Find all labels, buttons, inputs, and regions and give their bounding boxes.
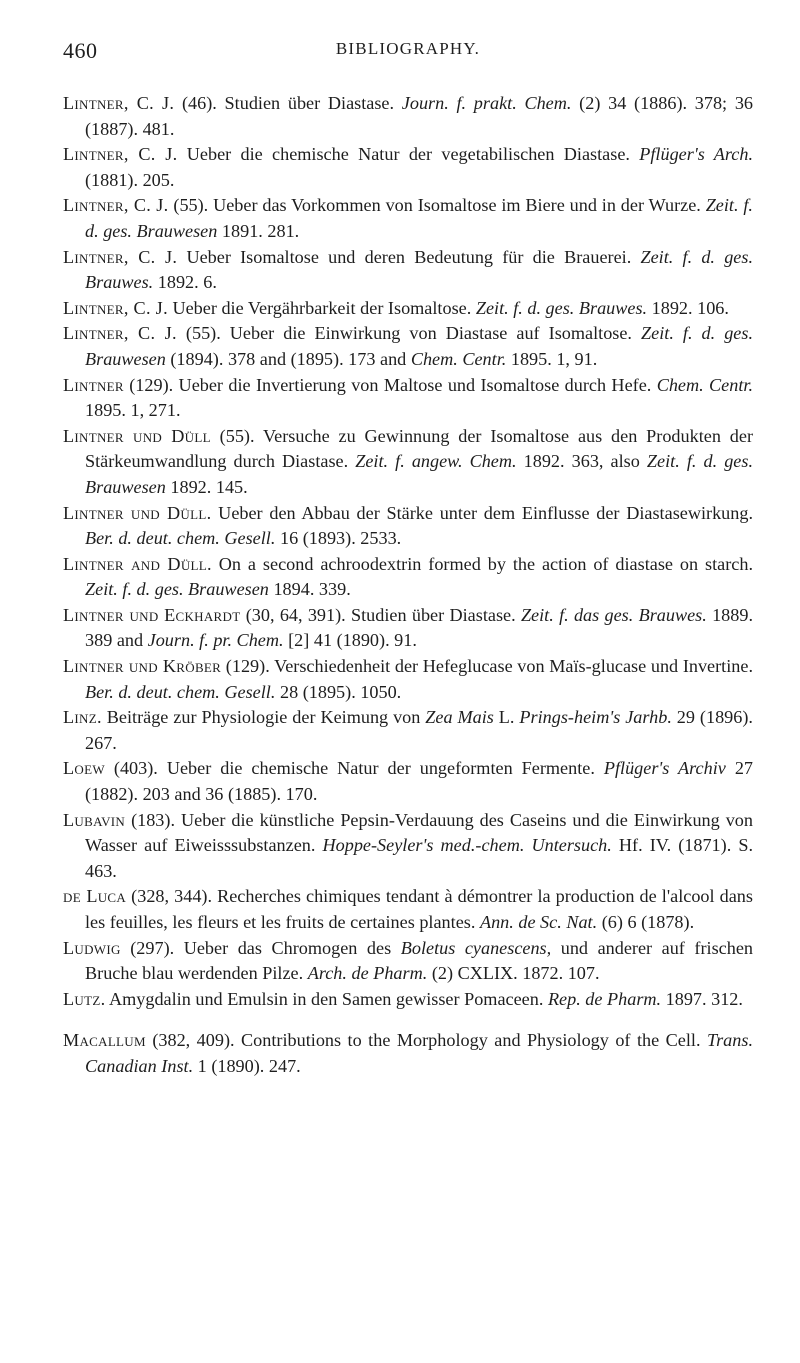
entry-author: de Luca <box>63 886 127 907</box>
entry-citation: 1892. 106. <box>647 297 729 318</box>
bibliography-list <box>63 91 753 1080</box>
entry-citation: 1891. 281. <box>217 220 300 241</box>
bibliography-entry <box>63 245 753 296</box>
entry-author: Lintner <box>63 374 124 395</box>
bibliography-entry <box>63 193 753 244</box>
entry-author: Macallum <box>63 1030 146 1051</box>
entry-text: Ueber die chemische Natur der vegetabilischen Diastase. <box>177 144 640 165</box>
entry-text: (129). Ueber die Invertierung von Maltose und Isomaltose durch Hefe. <box>123 374 657 395</box>
entry-citation: 1897. 312. <box>661 988 743 1009</box>
entry-citation: Hf. IV. (1871). S. 463. <box>85 835 753 881</box>
entry-author: Lintner und Düll. <box>63 502 212 523</box>
entry-text: (297). Ueber das Chromogen des <box>120 937 401 958</box>
page-number: 460 <box>63 38 98 63</box>
entry-author: Loew <box>63 758 105 779</box>
entry-author: Lintner und Düll <box>63 425 211 446</box>
entry-text: Beiträge zur Physiologie der Keimung von <box>101 707 426 728</box>
entry-citation: 1892. 6. <box>153 272 217 293</box>
entry-citation: (2) 34 (1886). 378; 36 (1887). 481. <box>85 93 754 139</box>
entry-citation: 1892. 363, also <box>516 451 647 472</box>
entry-author: Lubavin <box>63 809 126 830</box>
bibliography-entry <box>63 987 753 1013</box>
entry-text: (129). Verschiedenheit der Hefeglucase von Maïs-glucase und Invertine. <box>221 656 754 677</box>
bibliography-entry <box>63 321 753 372</box>
entry-text: (30, 64, 391). Studien über Diastase. <box>240 604 521 625</box>
entry-author: Lintner und Kröber <box>63 656 222 677</box>
entry-journal-2: Journ. f. pr. Chem. <box>147 630 284 651</box>
entry-journal: Zeit. f. d. ges. Brauwesen <box>85 579 269 600</box>
entry-text: (55). Ueber das Vorkommen von Isomaltose im Biere und in der Wurze. <box>168 195 706 216</box>
entry-journal: Boletus cyanescens, <box>400 937 552 958</box>
bibliography-entry <box>63 808 753 885</box>
entry-text: Ueber den Abbau der Stärke unter dem Einflusse der Diastasewirkung. <box>211 502 754 523</box>
bibliography-entry <box>63 424 753 501</box>
entry-citation: L. <box>493 707 520 728</box>
entry-journal-2: Prings-heim's Jarhb. <box>519 707 672 728</box>
entry-text: (328, 344). Recherches chimiques tendant à démontrer la production de l'alcool dans les feuilles, les fleurs et les fruits de certaines plantes. <box>85 886 753 932</box>
entry-journal: Hoppe-Seyler's med.-chem. Untersuch. <box>322 835 612 856</box>
entry-author: Lutz. <box>63 988 106 1009</box>
entry-text: (183). Ueber die künstliche Pepsin-Verdauung des Caseins und die Einwirkung von Wasser auf Eiweisssubstanzen. <box>85 809 753 856</box>
entry-author: Lintner, C. J. <box>63 297 168 318</box>
entry-citation: (1894). 378 and (1895). 173 and <box>165 348 411 369</box>
entry-citation: 1894. 339. <box>268 579 351 600</box>
entry-journal: Zeit. f. angew. Chem. <box>355 451 517 472</box>
entry-author: Linz. <box>63 707 102 728</box>
entry-author: Lintner, C. J. <box>63 144 178 165</box>
entry-journal: Trans. Canadian Inst. <box>85 1030 753 1076</box>
entry-text: (403). Ueber die chemische Natur der ungeformten Fermente. <box>104 758 604 779</box>
entry-text: Amygdalin und Emulsin in den Samen gewisser Pomaceen. <box>105 988 548 1009</box>
entry-text: (46). Studien über Diastase. <box>174 93 402 113</box>
entry-journal: Pflüger's Arch. <box>639 144 753 165</box>
entry-citation-2: (2) CXLIX. 1872. 107. <box>427 963 600 984</box>
bibliography-entry <box>63 705 753 756</box>
bibliography-page <box>63 38 753 1080</box>
entry-journal: Zeit. f. d. ges. Brauwesen <box>85 195 753 241</box>
bibliography-entry <box>63 296 753 322</box>
bibliography-entry <box>63 1028 753 1079</box>
entry-journal-2: Arch. de Pharm. <box>307 963 428 984</box>
bibliography-entry <box>63 603 753 654</box>
page-title: BIBLIOGRAPHY. <box>335 39 481 58</box>
entry-author: Ludwig <box>63 937 121 958</box>
entry-journal-2: Zeit. f. d. ges. Brauwesen <box>85 451 753 497</box>
entry-citation: 28 (1895). 1050. <box>275 681 402 702</box>
entry-journal: Zeit. f. d. ges. Brauwes. <box>475 297 648 318</box>
entry-citation: (6) 6 (1878). <box>597 912 695 932</box>
bibliography-entry <box>63 936 753 987</box>
bibliography-entry <box>63 91 753 142</box>
entry-author: Lintner, C. J. <box>63 323 177 344</box>
entry-text: Ueber Isomaltose und deren Bedeutung für die Brauerei. <box>177 246 641 267</box>
entry-journal-2: Chem. Centr. <box>410 348 507 369</box>
entry-journal: Rep. de Pharm. <box>547 988 662 1009</box>
entry-journal: Zeit. f. d. ges. Brauwesen <box>85 323 754 369</box>
entry-citation: 1889. 389 and <box>85 604 754 651</box>
entry-journal: Chem. Centr. <box>656 374 753 395</box>
entry-citation-2: [2] 41 (1890). 91. <box>283 630 417 651</box>
entry-citation: 1895. 1, 271. <box>85 400 181 421</box>
bibliography-entry <box>63 654 753 705</box>
bibliography-entry <box>63 373 753 424</box>
entry-text: Ueber die Vergährbarkeit der Isomaltose. <box>167 297 476 318</box>
entry-journal: Zeit. f. das ges. Brauwes. <box>520 604 707 625</box>
bibliography-entry <box>63 756 753 807</box>
entry-citation: (1881). 205. <box>85 169 175 190</box>
entry-citation-2: 29 (1896). 267. <box>85 707 753 753</box>
entry-text: (55). Ueber die Einwirkung von Diastase auf Isomaltose. <box>176 323 642 344</box>
entry-citation-2: 1892. 145. <box>165 476 248 497</box>
bibliography-entry <box>63 501 753 552</box>
entry-text: On a second achroodextrin formed by the action of diastase on starch. <box>211 553 753 574</box>
entry-journal: Ann. de Sc. Nat. <box>479 912 598 932</box>
entry-citation-2: 1895. 1, 91. <box>506 348 598 369</box>
entry-author: Lintner und Eckhardt <box>63 604 241 625</box>
entry-author: Lintner, C. J. <box>63 246 178 267</box>
bibliography-entry <box>63 142 753 193</box>
running-head <box>63 38 753 78</box>
bibliography-entry <box>63 884 753 935</box>
entry-text: (382, 409). Contributions to the Morphology and Physiology of the Cell. <box>145 1030 707 1051</box>
entry-citation: 1 (1890). 247. <box>193 1055 301 1076</box>
entry-citation: 16 (1893). 2533. <box>275 528 402 549</box>
bibliography-entry <box>63 552 753 603</box>
entry-journal: Journ. f. prakt. Chem. <box>401 93 572 113</box>
entry-author: Lintner, C. J. <box>63 195 169 216</box>
entry-citation: und anderer auf frischen Bruche blau werdenden Pilze. <box>85 937 753 984</box>
entry-journal: Zea Mais <box>425 707 494 728</box>
entry-author: Lintner, C. J. <box>63 93 175 113</box>
entry-author: Lintner and Düll. <box>63 553 212 574</box>
entry-citation: 27 (1882). 203 and 36 (1885). 170. <box>85 758 754 805</box>
entry-journal: Pflüger's Archiv <box>603 758 726 779</box>
entry-text: (55). Versuche zu Gewinnung der Isomaltose aus den Produkten der Stärkeumwandlung durch Diastase. <box>85 425 753 472</box>
entry-journal: Ber. d. deut. chem. Gesell. <box>85 681 276 702</box>
entry-journal: Zeit. f. d. ges. Brauwes. <box>85 246 753 293</box>
entry-journal: Ber. d. deut. chem. Gesell. <box>85 528 276 549</box>
